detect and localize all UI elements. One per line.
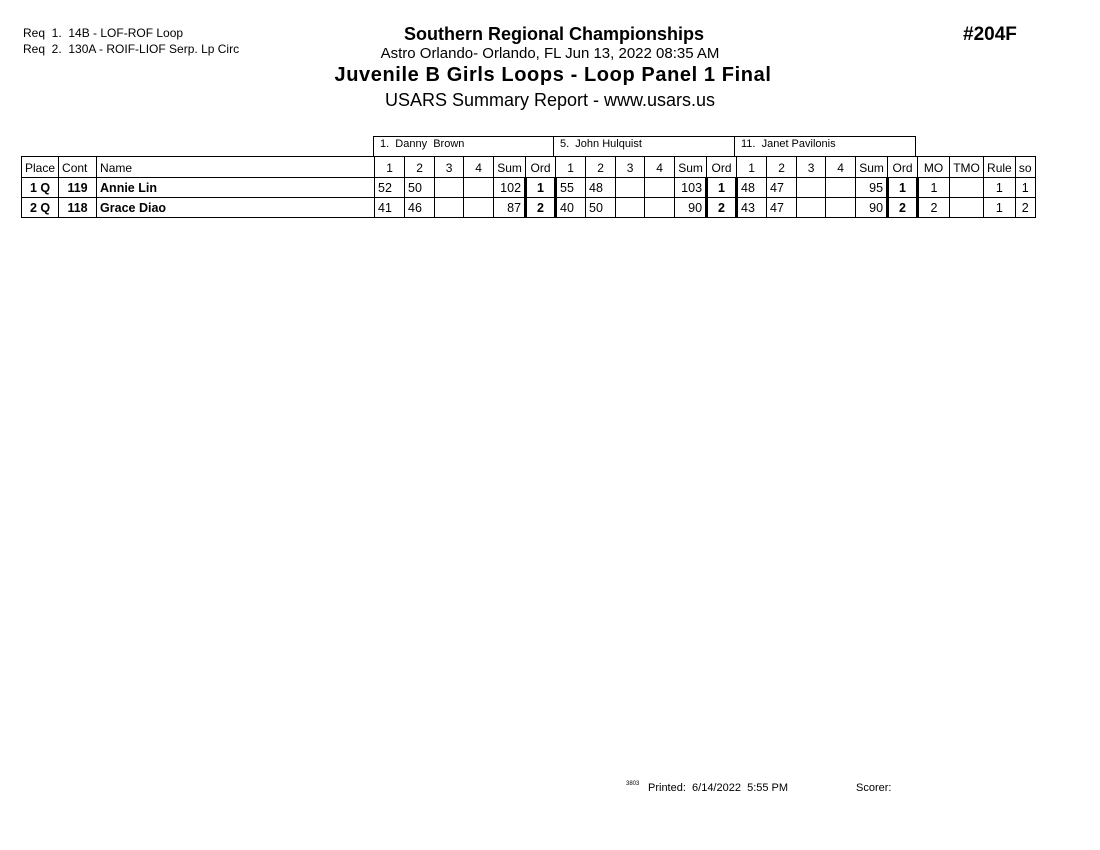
row-j3-score3 xyxy=(797,198,826,218)
col-j2-score1: 1 xyxy=(556,157,586,178)
row-j2-score4 xyxy=(645,178,675,198)
row-rule: 1 xyxy=(984,178,1016,198)
col-j2-score2: 2 xyxy=(586,157,616,178)
table-row xyxy=(22,178,1036,198)
col-j2-score3: 3 xyxy=(616,157,645,178)
judge-1-name: 1. Danny Brown xyxy=(373,136,554,157)
results-table xyxy=(21,156,1036,218)
footer-tag: 3803 xyxy=(626,781,640,787)
row-j1-sum: 87 xyxy=(494,198,526,218)
col-j1-ord: Ord xyxy=(526,157,556,178)
judge-2-name: 5. John Hulquist xyxy=(553,136,735,157)
row-tmo xyxy=(950,178,984,198)
col-mo: MO xyxy=(918,157,950,178)
col-cont: Cont xyxy=(59,157,97,178)
judge-3-name: 11. Janet Pavilonis xyxy=(734,136,916,157)
scorer-label: Scorer: xyxy=(856,782,892,794)
col-j1-score2: 2 xyxy=(405,157,435,178)
printed-timestamp: Printed: 6/14/2022 5:55 PM xyxy=(648,782,789,794)
requirement-2: Req 2. 130A - ROIF-LIOF Serp. Lp Circ xyxy=(23,42,240,56)
col-tmo: TMO xyxy=(950,157,984,178)
col-j1-score4: 4 xyxy=(464,157,494,178)
row-mo: 1 xyxy=(918,178,950,198)
col-j3-score3: 3 xyxy=(797,157,826,178)
event-number: #204F xyxy=(963,24,1017,45)
venue-line: Astro Orlando- Orlando, FL Jun 13, 2022 08:35 AM xyxy=(380,45,720,62)
col-j1-score1: 1 xyxy=(375,157,405,178)
col-j2-sum: Sum xyxy=(675,157,707,178)
row-j2-score3 xyxy=(616,178,645,198)
row-j2-score2: 48 xyxy=(586,178,616,198)
row-j2-score1: 55 xyxy=(556,178,586,198)
row-place: 2 Q xyxy=(22,198,59,218)
col-j1-sum: Sum xyxy=(494,157,526,178)
row-name: Annie Lin xyxy=(97,178,375,198)
col-j3-ord: Ord xyxy=(888,157,918,178)
col-so: so xyxy=(1015,157,1035,178)
row-place: 1 Q xyxy=(22,178,59,198)
row-tmo xyxy=(950,198,984,218)
table-header-row xyxy=(22,157,1036,178)
row-j3-score2: 47 xyxy=(767,198,797,218)
row-j2-score4 xyxy=(645,198,675,218)
row-rule: 1 xyxy=(984,198,1016,218)
col-name: Name xyxy=(97,157,375,178)
competition-title: Southern Regional Championships xyxy=(403,24,704,44)
row-j3-score2: 47 xyxy=(767,178,797,198)
requirement-1: Req 1. 14B - LOF-ROF Loop xyxy=(23,26,184,40)
row-j3-score1: 48 xyxy=(737,178,767,198)
col-j3-score2: 2 xyxy=(767,157,797,178)
row-j1-sum: 102 xyxy=(494,178,526,198)
row-j2-ord: 2 xyxy=(707,198,737,218)
row-j3-score4 xyxy=(826,198,856,218)
row-j1-ord: 1 xyxy=(526,178,556,198)
row-j1-score1: 41 xyxy=(375,198,405,218)
row-so: 2 xyxy=(1015,198,1035,218)
col-j1-score3: 3 xyxy=(435,157,464,178)
row-j3-score1: 43 xyxy=(737,198,767,218)
event-name: Juvenile B Girls Loops - Loop Panel 1 Final xyxy=(334,64,772,86)
report-line: USARS Summary Report - www.usars.us xyxy=(384,90,716,110)
col-place: Place xyxy=(22,157,59,178)
row-so: 1 xyxy=(1015,178,1035,198)
row-j1-ord: 2 xyxy=(526,198,556,218)
row-j1-score1: 52 xyxy=(375,178,405,198)
row-j2-score3 xyxy=(616,198,645,218)
row-j1-score4 xyxy=(464,198,494,218)
row-name: Grace Diao xyxy=(97,198,375,218)
row-j1-score2: 46 xyxy=(405,198,435,218)
judge-panel-header xyxy=(373,136,916,156)
row-mo: 2 xyxy=(918,198,950,218)
row-j3-sum: 90 xyxy=(856,198,888,218)
col-j2-score4: 4 xyxy=(645,157,675,178)
row-j3-score4 xyxy=(826,178,856,198)
row-j3-sum: 95 xyxy=(856,178,888,198)
col-j2-ord: Ord xyxy=(707,157,737,178)
row-j3-ord: 1 xyxy=(888,178,918,198)
row-j2-sum: 90 xyxy=(675,198,707,218)
row-j2-sum: 103 xyxy=(675,178,707,198)
table-row xyxy=(22,198,1036,218)
row-j1-score3 xyxy=(435,178,464,198)
col-j3-sum: Sum xyxy=(856,157,888,178)
col-j3-score4: 4 xyxy=(826,157,856,178)
row-j2-score1: 40 xyxy=(556,198,586,218)
col-j3-score1: 1 xyxy=(737,157,767,178)
col-rule: Rule xyxy=(984,157,1016,178)
row-j3-ord: 2 xyxy=(888,198,918,218)
row-j3-score3 xyxy=(797,178,826,198)
row-j1-score3 xyxy=(435,198,464,218)
row-cont: 119 xyxy=(59,178,97,198)
row-j1-score4 xyxy=(464,178,494,198)
row-j2-score2: 50 xyxy=(586,198,616,218)
row-j1-score2: 50 xyxy=(405,178,435,198)
row-j2-ord: 1 xyxy=(707,178,737,198)
row-cont: 118 xyxy=(59,198,97,218)
